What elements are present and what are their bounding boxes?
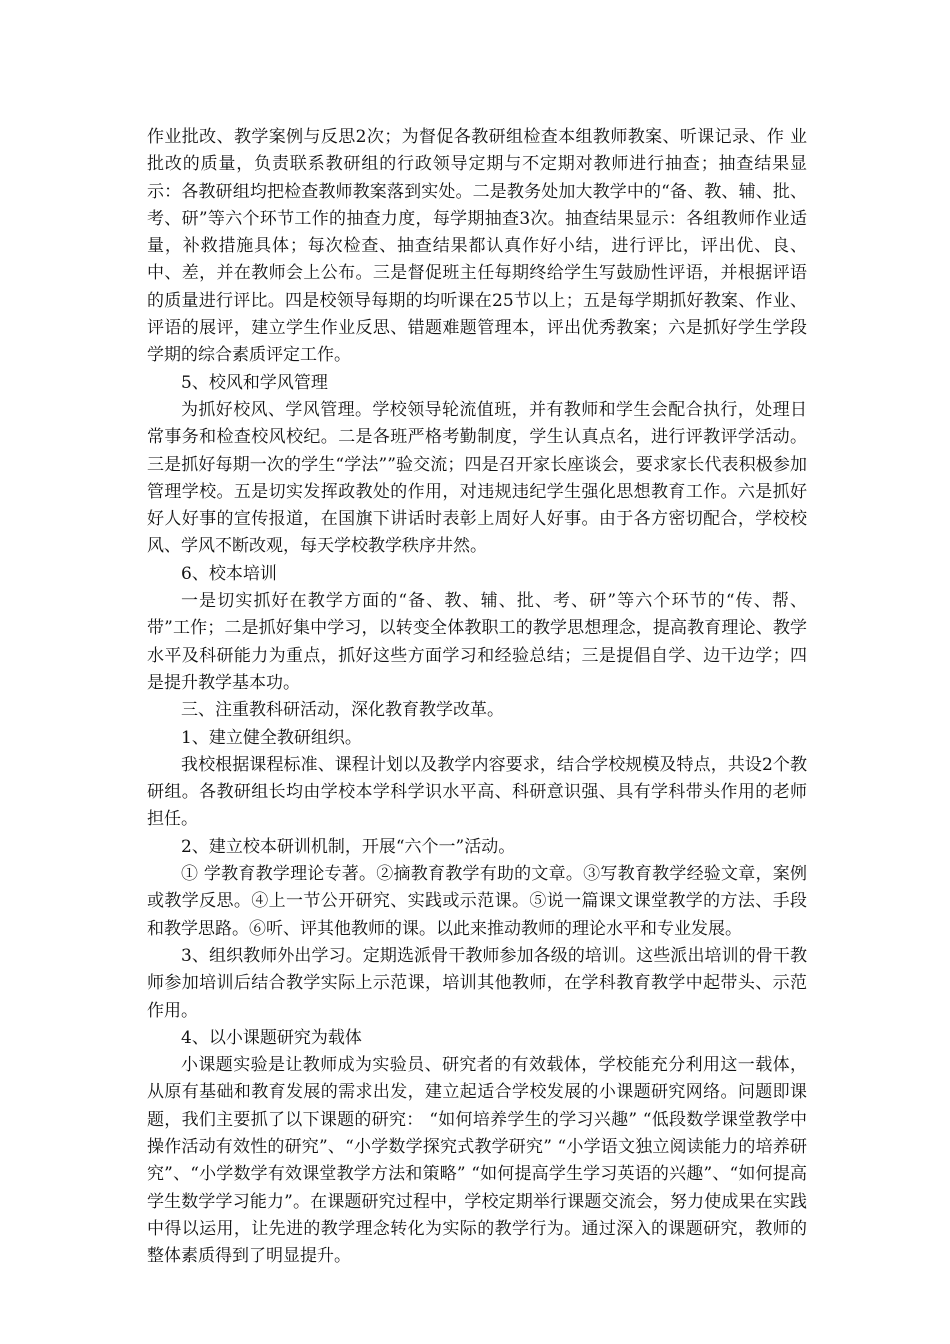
paragraph-school-style-management: 为抓好校风、学风管理。学校领导轮流值班，并有教师和学生会配合执行，处理日常事务和检查校风校纪。二是各班严格考勤制度，学生认真点名，进行评教评学活动。三是抓好每期一次的学生“学法””验交流；四是召开家长座谈会，要求家长代表积极参加管理学校。五是切实发挥政教处的作用，对违规违纪学生强化思想教育工作。六是抓好好人好事的宣传报道，在国旗下讲话时表彰上周好人好事。由于各方密切配合，学校校风、学风不断改观，每天学校教学秩序井然。 xyxy=(147,399,807,557)
paragraph-school-based-training: 一是切实抓好在教学方面的“备、教、辅、批、考、研”等六个环节的“传、帮、带”工作；二是抓好集中学习，以转变全体教职工的教学思想理念，提高教育理论、教学水平及科研能力为重点，抓好这些方面学习和经验总结；三是提倡自学、边干边学；四是提升教学基本功。 xyxy=(147,591,807,693)
paragraph-homework-inspection: 作业批改、教学案例与反思2次；为督促各教研组检查本组教师教案、听课记录、作 业批改的质量，负责联系教研组的行政领导定期与不定期对教师进行抽查；抽查结果显示：各教研组均把检查教师教案落到实处。二是教务处加大教学中的“备、教、辅、批、考、研”等六个环节工作的抽查力度，每学期抽查3次。抽查结果显示：各组教师作业适量，补救措施具体；每次检查、抽查结果都认真作好小结，进行评比，评出优、良、中、差，并在教师会上公布。三是督促班主任每期终给学生写鼓励性评语，并根据评语的质量进行评比。四是校领导每期的均听课在25节以上；五是每学期抓好教案、作业、评语的展评，建立学生作业反思、错题难题管理本，评出优秀教案；六是抓好学生学段学期的综合素质评定工作。 xyxy=(147,127,807,366)
paragraph-small-topic-research: 小课题实验是让教师成为实验员、研究者的有效载体，学校能充分利用这一载体，从原有基础和教育发展的需求出发，建立起适合学校发展的小课题研究网络。问题即课题，我们主要抓了以下课题的研究： “如何培养学生的学习兴趣” “低段数学课堂教学中操作活动有效性的研究”、“小学数学探究式教学研究” “小学语文独立阅读能力的培养研究”、“小学数学有效课堂教学方法和策略” “如何提高学生学习英语的兴趣”、“如何提高学生数学学习能力”。在课题研究过程中，学校定期举行课题交流会，努力使成果在实践中得以运用，让先进的教学理念转化为实际的教学行为。通过深入的课题研究，教师的整体素质得到了明显提升。 xyxy=(147,1055,807,1267)
paragraph-six-ones-activity: ① 学教育教学理论专著。②摘教育教学有助的文章。③写教育教学经验文章，案例或教学反思。④上一节公开研究、实践或示范课。⑤说一篇课文课堂教学的方法、手段和教学思路。⑥听、评其他教师的课。以此来推动教师的理论水平和专业发展。 xyxy=(147,864,807,939)
document-body xyxy=(147,124,807,1270)
heading-six-ones-activity: 2、建立校本研训机制，开展“六个一”活动。 xyxy=(181,836,516,857)
heading-research-organization: 1、建立健全教研组织。 xyxy=(181,727,362,748)
paragraph-external-learning: 3、组织教师外出学习。定期选派骨干教师参加各级的培训。这些派出培训的骨干教师参加培训后结合教学实际上示范课，培训其他教师，在学科教育教学中起带头、示范作用。 xyxy=(147,945,807,1021)
heading-school-based-training: 6、校本培训 xyxy=(181,563,277,584)
heading-school-style-management: 5、校风和学风管理 xyxy=(181,372,328,393)
heading-small-topic-research: 4、以小课题研究为载体 xyxy=(181,1027,362,1048)
heading-section-three: 三、注重教科研活动，深化教育教学改革。 xyxy=(181,700,504,721)
paragraph-research-organization: 我校根据课程标准、课程计划以及教学内容要求，结合学校规模及特点，共设2个教研组。各教研组长均由学校本学科学识水平高、科研意识强、具有学科带头作用的老师担任。 xyxy=(147,754,807,830)
